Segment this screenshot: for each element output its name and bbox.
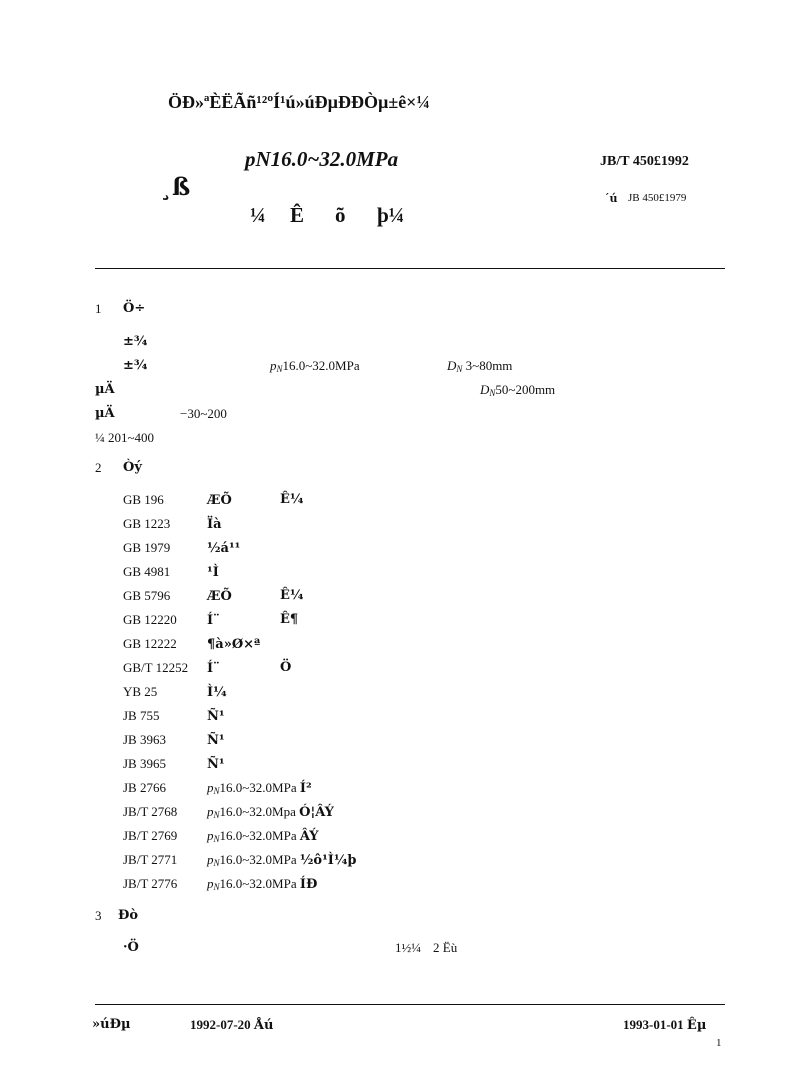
footer-issuer: »úÐµ [92,1017,131,1032]
reference-code: JB/T 2769 [123,828,178,843]
reference-title: Ñ¹ [207,709,225,724]
reference-code: JB/T 2776 [123,876,178,891]
reference-title: $p_N16.0\sim 32.0MPa$ ½ô¹Ì¼þ [207,852,357,868]
reference-title: $p_N16.0\sim 32.0MPa$ Í² [207,780,312,796]
section-2-heading: Òý [123,460,142,475]
approval-date: 1992-07-20 Åú [190,1017,274,1033]
section-1-number: 1 [95,301,102,316]
section-2-number: 2 [95,460,102,475]
standard-number: JB/T 450£1992 [600,154,689,169]
reference-title: ÆÕ Ê¼ [207,492,304,508]
section-1-temperature: −30~200 [180,406,227,421]
section-3-line-glyph: ·Ö [123,940,139,955]
section-1-line-2-glyph: ±¾ [123,358,148,373]
section-3-ref-2: 2 Ëù [433,940,458,955]
reference-code: JB 2766 [123,780,166,795]
reference-code: JB 3965 [123,756,166,771]
reference-code: GB 12220 [123,612,177,627]
reference-title: Ïà [207,517,222,532]
reference-code: JB/T 2768 [123,804,178,819]
reference-title: $p_N16.0\sim 32.0Mpa$ Ó¦ÂÝ [207,804,334,820]
reference-title: Ñ¹ [207,733,225,748]
header-rule [95,268,725,269]
reference-code: GB 5796 [123,588,171,603]
reference-code: JB/T 2771 [123,852,178,867]
reference-code: JB 755 [123,708,160,723]
section-1-line-4-glyph: µÄ [95,406,115,421]
reference-title: Í¨ Ö [207,660,292,676]
section-1-heading: Ö÷ [123,301,146,316]
implementation-date: 1993-01-01 Êµ [623,1017,707,1033]
reference-title: ¹Ì [207,565,219,580]
subtitle-char-4: þ¼ [377,203,405,227]
section-1-dn-range-2: $D_N50\sim 200mm$ [480,382,556,398]
section-3-heading: Ðò [118,908,139,923]
section-1-line-1: ±¾ [123,334,148,349]
document-title: ÖÐ»ªÈËÃñ¹²ºÍ¹ú»úÐµÐÐÒµ±ê×¼ [168,92,430,112]
section-1-dn-range: $D_N$ 3~80mm [447,358,513,374]
reference-title: Í¨ Ê¶ [207,612,299,628]
section-1-line-3-glyph: µÄ [95,382,115,397]
reference-code: GB/T 12252 [123,660,189,675]
reference-code: GB 4981 [123,564,171,579]
section-3-number: 3 [95,908,102,923]
replaces-glyph: ´ú [604,192,618,205]
subtitle-char-2: Ê [290,203,305,227]
section-3-ref-1: 1½¼ [395,940,421,955]
reference-title: Ñ¹ [207,757,225,772]
subtitle-char-3: õ [335,203,346,227]
reference-title: $p_N16.0\sim 32.0MPa$ ÍÐ [207,876,318,892]
reference-code: JB 3963 [123,732,166,747]
reference-code: GB 196 [123,492,164,507]
reference-code: GB 1223 [123,516,171,531]
reference-title: ½á¹¹ [207,541,241,556]
replaces-standard: JB 450£1979 [628,192,687,204]
pressure-title: pN16.0~32.0MPa [245,147,399,171]
title-left-glyph: ¸ß [160,172,191,201]
section-1-pressure: $p_N16.0\sim 32.0MPa$ [270,358,360,374]
page-number: 1 [716,1037,722,1049]
reference-title: $p_N16.0\sim 32.0MPa$ ÂÝ [207,828,319,844]
reference-title: ÆÕ Ê¼ [207,588,304,604]
subtitle-char-1: ¼ [250,203,266,227]
reference-code: YB 25 [123,684,158,699]
footer-rule [95,1004,725,1005]
reference-code: GB 1979 [123,540,171,555]
reference-title: ¶à»Ø×ª [207,637,261,652]
reference-title: Ì¼ [207,685,227,700]
section-1-line-5: ¼ 201~400 [95,430,155,445]
reference-code: GB 12222 [123,636,177,651]
